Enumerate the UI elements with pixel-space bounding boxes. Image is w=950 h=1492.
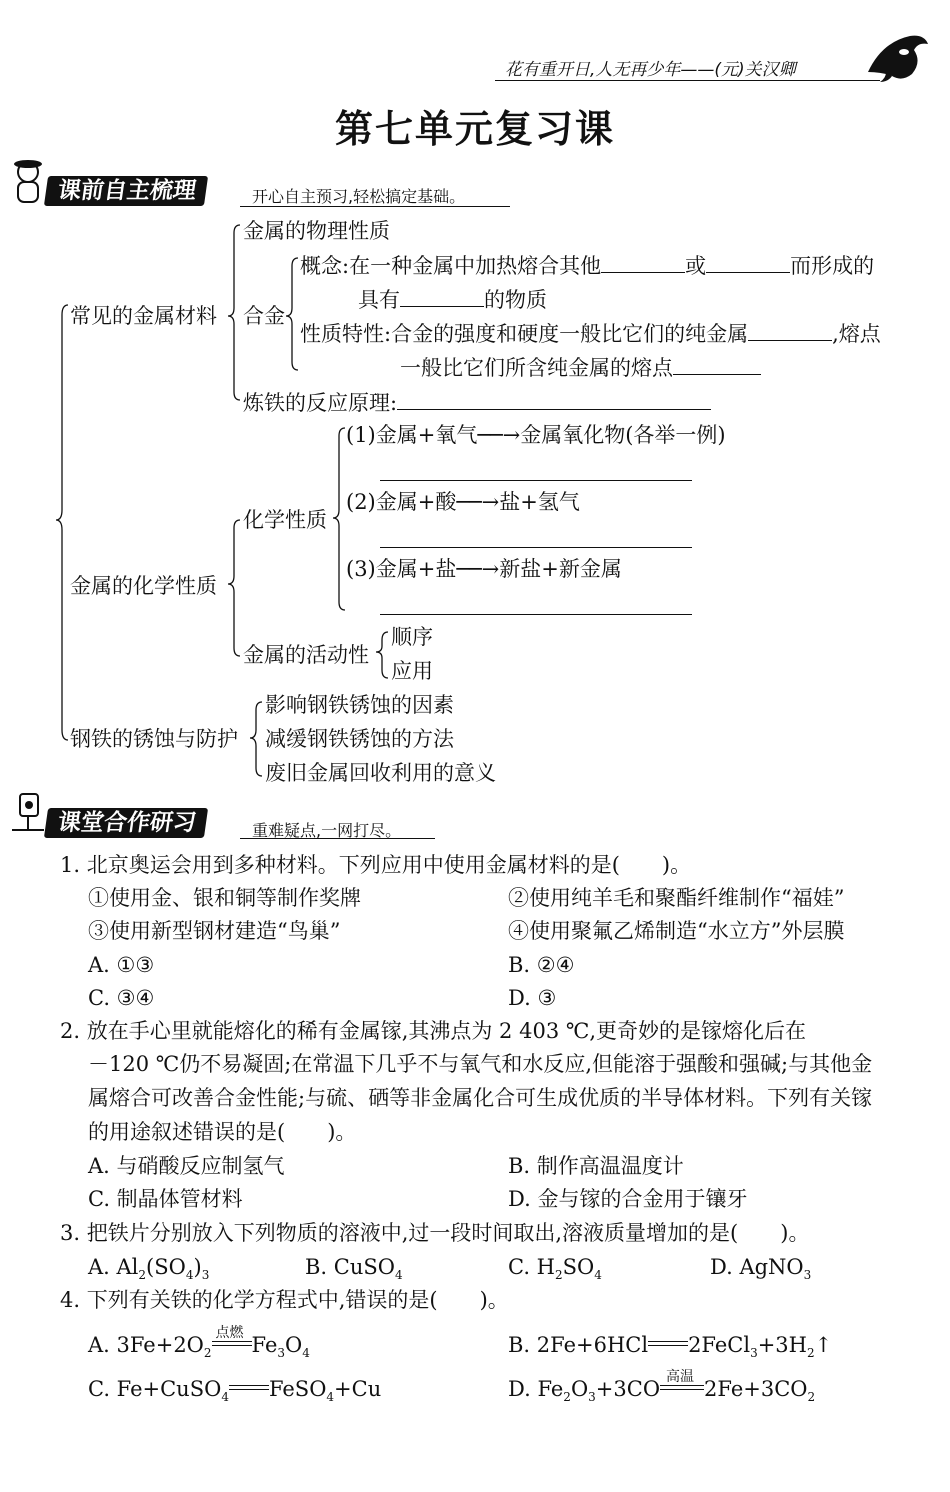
node-activity: 金属的活动性 [243, 643, 369, 667]
alloy-concept [300, 250, 874, 281]
q4-choice-c[interactable] [88, 1374, 381, 1412]
concept-or: 或 [685, 254, 707, 278]
text: (SO [146, 1255, 186, 1279]
concept-text-d: 的物质 [484, 288, 547, 312]
section2-rule [240, 838, 435, 839]
header-motto: 花有重开日,人无再少年——(元)关汉卿 [505, 60, 796, 80]
blank [601, 250, 685, 273]
subscript: 2 [807, 1390, 816, 1405]
subscript: 3 [201, 1268, 210, 1283]
q4-stem: 4. 下列有关铁的化学方程式中,错误的是( )。 [60, 1288, 509, 1312]
text: O [570, 1377, 589, 1401]
text: C. H [508, 1255, 555, 1279]
reaction-arrow [212, 1325, 252, 1352]
q3-choice-c[interactable] [508, 1252, 602, 1290]
subscript: 3 [803, 1268, 812, 1283]
text: C. Fe+CuSO [88, 1377, 222, 1401]
chem-reaction-1: (1)金属+氧气──→金属氧化物(各举一例) [346, 423, 726, 447]
chem-reaction-2: (2)金属+酸──→盐+氢气 [346, 490, 580, 514]
q3-choice-d[interactable] [710, 1252, 811, 1290]
subscript: 4 [185, 1268, 194, 1283]
text: O [285, 1333, 303, 1357]
subscript: 4 [594, 1268, 602, 1283]
q2-line-1: 2. 放在手心里就能熔化的稀有金属镓,其沸点为 2 403 ℃,更奇妙的是镓熔化后在 [60, 1019, 807, 1043]
text: +3CO [595, 1377, 661, 1401]
q1-choice-a[interactable]: A. ①③ [88, 953, 155, 977]
q4-choice-a[interactable] [88, 1325, 310, 1368]
text: 2FeCl [688, 1333, 751, 1357]
text: A. Al [88, 1255, 139, 1279]
equals-sign [648, 1332, 688, 1352]
node-alloy: 合金 [243, 304, 285, 328]
reaction-condition: 点燃 [215, 1325, 244, 1341]
equals-sign [229, 1376, 269, 1396]
concept-text-b: 而形成的 [790, 254, 875, 278]
text: ) [193, 1255, 202, 1279]
blank [673, 352, 761, 375]
blank [706, 250, 790, 273]
subscript: 4 [302, 1346, 310, 1361]
q1-choice-c[interactable]: C. ③④ [88, 986, 155, 1010]
subscript: 3 [277, 1346, 286, 1361]
q2-line-3: 属熔合可改善合金性能;与硫、硒等非金属化合可生成优质的半导体材料。下列有关镓 [88, 1086, 873, 1110]
text: D. Fe [508, 1377, 564, 1401]
text: B. 2Fe+6HCl [508, 1333, 649, 1357]
answer-line [380, 614, 692, 615]
alloy-property-cont [400, 352, 761, 383]
answer-line [380, 547, 692, 548]
subscript: 3 [750, 1346, 758, 1361]
q4-choice-d[interactable] [508, 1369, 816, 1412]
node-chemical-properties: 金属的化学性质 [70, 574, 217, 598]
answer-line [380, 480, 692, 481]
text: Fe [251, 1333, 278, 1357]
text: D. AgNO [710, 1255, 804, 1279]
gas-arrow-icon: ↑ [814, 1333, 833, 1357]
subscript: 2 [554, 1268, 563, 1283]
subscript: 3 [588, 1390, 596, 1405]
section1-subtitle: 开心自主预习,轻松搞定基础。 [252, 187, 466, 206]
q2-choice-d[interactable]: D. 金与镓的合金用于镶牙 [508, 1187, 748, 1211]
q1-option-3: ③使用新型钢材建造“鸟巢” [88, 919, 341, 943]
node-physical-properties: 金属的物理性质 [243, 219, 390, 243]
section2-badge: 课堂合作研习 [44, 808, 208, 838]
concept-text-c: 具有 [358, 288, 400, 312]
q2-choice-b[interactable]: B. 制作高温温度计 [508, 1154, 684, 1178]
text: 2Fe+3CO [704, 1377, 808, 1401]
page-title: 第七单元复习课 [334, 107, 615, 151]
blank [748, 318, 832, 341]
node-rust: 钢铁的锈蚀与防护 [70, 727, 238, 751]
activity-application: 应用 [391, 659, 433, 683]
rust-slowing: 减缓钢铁锈蚀的方法 [265, 727, 454, 751]
node-common-materials: 常见的金属材料 [70, 304, 217, 328]
text: +Cu [334, 1377, 382, 1401]
concept-text-a: 概念:在一种金属中加热熔合其他 [300, 254, 602, 278]
reaction-condition: 高温 [666, 1369, 695, 1385]
alloy-property [300, 318, 881, 349]
prop-text-c: 一般比它们所含纯金属的熔点 [400, 356, 673, 380]
subscript: 2 [138, 1268, 147, 1283]
q1-option-1: ①使用金、银和铜等制作奖牌 [88, 886, 361, 910]
blank [400, 284, 484, 307]
activity-order: 顺序 [391, 625, 433, 649]
q1-choice-d[interactable]: D. ③ [508, 986, 557, 1010]
mascot-icon [8, 790, 48, 838]
q1-option-4: ④使用聚氟乙烯制造“水立方”外层膜 [508, 919, 845, 943]
q2-choice-a[interactable]: A. 与硝酸反应制氢气 [88, 1154, 285, 1178]
section1-badge: 课前自主梳理 [44, 176, 208, 206]
node-ironmaking [243, 387, 711, 418]
text: FeSO [268, 1377, 327, 1401]
chem-reaction-3: (3)金属+盐──→新盐+新金属 [346, 557, 622, 581]
reaction-arrow [660, 1369, 704, 1396]
rust-recycling: 废旧金属回收利用的意义 [265, 761, 496, 785]
q1-stem: 1. 北京奥运会用到多种材料。下列应用中使用金属材料的是( )。 [60, 853, 692, 877]
q1-choice-b[interactable]: B. ②④ [508, 953, 575, 977]
subscript: 2 [806, 1346, 815, 1361]
subscript: 2 [563, 1390, 571, 1405]
node-chem: 化学性质 [243, 508, 327, 532]
q2-line-2: －120 ℃仍不易凝固;在常温下几乎不与氧气和水反应,但能溶于强酸和强碱;与其他金 [88, 1052, 873, 1076]
rust-factors: 影响钢铁锈蚀的因素 [265, 693, 454, 717]
prop-text-b: ,熔点 [832, 322, 881, 346]
subscript: 4 [221, 1390, 229, 1405]
subscript: 4 [394, 1268, 403, 1283]
q2-choice-c[interactable]: C. 制晶体管材料 [88, 1187, 243, 1211]
text: +3H [757, 1333, 807, 1357]
blank [397, 387, 711, 410]
q2-line-4: 的用途叙述错误的是( )。 [88, 1120, 357, 1144]
q3-stem: 3. 把铁片分别放入下列物质的溶液中,过一段时间取出,溶液质量增加的是( )。 [60, 1221, 810, 1245]
q1-option-2: ②使用纯羊毛和聚酯纤维制作“福娃” [508, 886, 845, 910]
section2-subtitle: 重难疑点,一网打尽。 [252, 821, 402, 840]
subscript: 2 [203, 1346, 212, 1361]
text: B. CuSO [305, 1255, 395, 1279]
prop-text-a: 性质特性:合金的强度和硬度一般比它们的纯金属 [300, 322, 749, 346]
text: SO [562, 1255, 595, 1279]
ironmaking-label: 炼铁的反应原理: [243, 391, 398, 415]
alloy-concept-cont [358, 284, 547, 315]
text: A. 3Fe+2O [88, 1333, 204, 1357]
subscript: 4 [326, 1390, 335, 1405]
